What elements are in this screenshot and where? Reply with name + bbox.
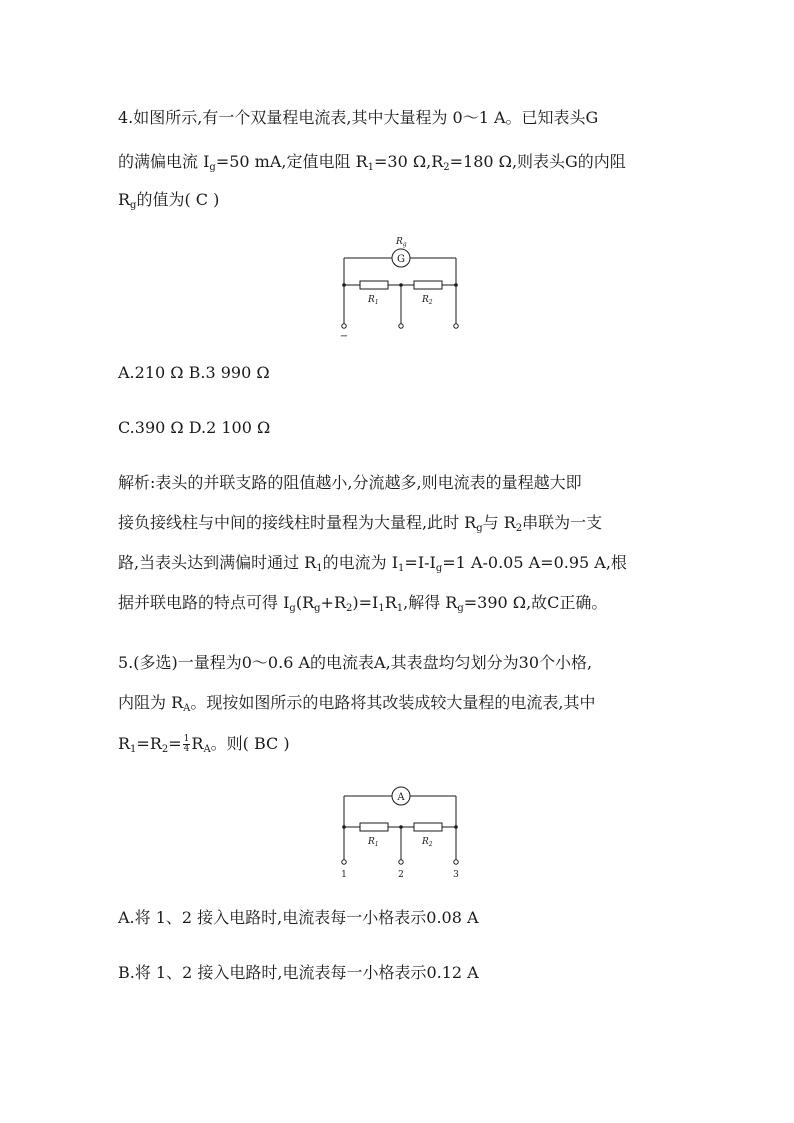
- q5-line-3: $R_1=R_2=$ $\frac{1}{4}$ $R_A$。则( BC ): [118, 734, 290, 755]
- svg-text:2: 2: [398, 870, 404, 880]
- terminal-3: [454, 860, 458, 864]
- svg-text:1: 1: [341, 870, 347, 880]
- q5-option-b: B.将 1、2 接入电路时,电流表每一小格表示0.12 A: [118, 963, 479, 982]
- svg-text:G: G: [397, 254, 405, 265]
- solution-line-3: 路,当表头达到满偏时通过 $R_1$的电流为 $I_1=I-I_g=1$ A-0.05 A=0.95 A,根: [118, 553, 627, 574]
- svg-text:R2: $R_2$: [422, 295, 433, 306]
- solution-line-4: 据并联电路的特点可得 $I_g(R_g+R_2)=I_1R_1$,解得 $R_g=390$ Ω,故C正确。: [118, 593, 608, 614]
- svg-text:−: −: [339, 331, 349, 342]
- svg-text:Rg: $R_g$: [396, 237, 407, 248]
- q4-options-cd: C.390 Ω D.2 100 Ω: [118, 418, 271, 437]
- svg-text:R1: $R_1$: [368, 837, 379, 848]
- svg-text:R1: $R_1$: [368, 295, 379, 306]
- q5-line-2: 内阻为 $R_A$。现按如图所示的电路将其改装成较大量程的电流表,其中: [118, 693, 596, 714]
- q4-line-1: 4.如图所示,有一个双量程电流表,其中大量程为 0～1 A。已知表头G: [118, 108, 599, 127]
- terminal-right: [454, 324, 458, 328]
- svg-text:A: A: [397, 792, 405, 803]
- q5-option-a: A.将 1、2 接入电路时,电流表每一小格表示0.08 A: [118, 908, 479, 927]
- solution-line-1: 解析:表头的并联支路的阻值越小,分流越多,则电流表的量程越大即: [118, 473, 582, 492]
- terminal-1: [342, 860, 346, 864]
- terminal-middle: [399, 324, 403, 328]
- terminal-2: [399, 860, 403, 864]
- fraction-one-quarter: $\frac{1}{4}$: [183, 734, 190, 754]
- q4-line-2: 的满偏电流 $I_g=50$ mA,定值电阻 $R_1=30$ $\Omega,R_2=180$ Ω,则表头G的内阻: [118, 152, 626, 173]
- q5-line-1: 5.(多选)一量程为0～0.6 A的电流表A,其表盘均匀划分为30个小格,: [118, 653, 593, 672]
- q5-circuit-diagram: [330, 782, 470, 882]
- svg-text:3: 3: [453, 870, 459, 880]
- q4-line-3: $R_g$的值为( C ): [118, 190, 220, 211]
- q4-circuit-diagram: [330, 232, 470, 342]
- terminal-negative: [342, 324, 346, 328]
- svg-text:R2: $R_2$: [422, 837, 433, 848]
- solution-line-2: 接负接线柱与中间的接线柱时量程为大量程,此时 $R_g$与 $R_2$串联为一支: [118, 513, 603, 534]
- q4-options-ab: A.210 Ω B.3 990 Ω: [118, 363, 270, 382]
